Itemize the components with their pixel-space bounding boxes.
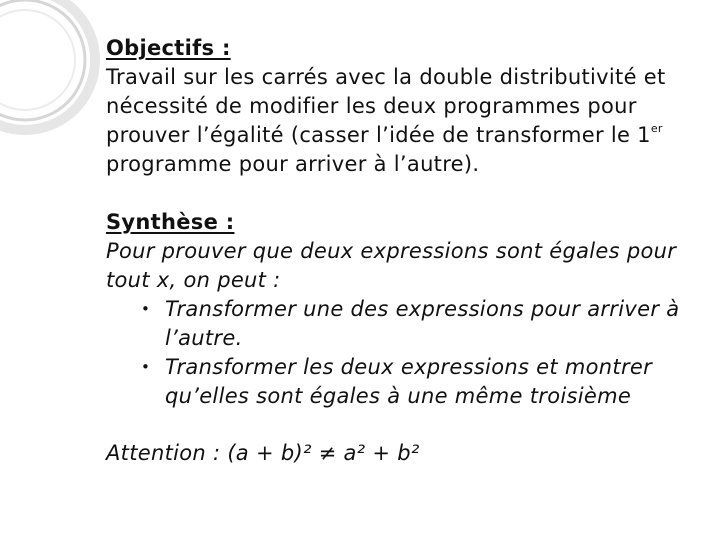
decor-circle-outer: [0, 0, 95, 130]
decor-circle-ring: [0, 10, 75, 110]
decor-circle-inner: [0, 0, 85, 120]
bullet-text: Transformer une des expressions pour arriver à l’autre.: [165, 297, 680, 350]
synthese-bullet-item: [128, 353, 706, 411]
slide-content: [106, 34, 706, 468]
synthese-bullet-list: [106, 295, 706, 411]
synthese-bullet-item: [128, 295, 706, 353]
bullet-text: Transformer les deux expressions et montrer qu’elles sont égales à une même troisième: [165, 355, 653, 408]
bullet-icon: •: [141, 300, 151, 318]
ordinal-superscript: er: [650, 122, 663, 135]
bullet-icon: •: [141, 358, 151, 376]
objectifs-text: [106, 63, 706, 179]
decorative-circles: [0, 0, 110, 220]
synthese-heading: Synthèse :: [106, 210, 235, 234]
objectifs-heading: Objectifs :: [106, 36, 231, 60]
objectifs-text-part1: Travail sur les carrés avec la double distributivité et nécessité de modifier les deux programmes pour prouver l’égalité (casser l’idée de transformer le 1: [106, 65, 666, 147]
objectifs-text-part2: programme pour arriver à l’autre).: [106, 152, 480, 176]
attention-note: Attention : (a + b)² ≠ a² + b²: [106, 441, 420, 465]
synthese-intro: Pour prouver que deux expressions sont égales pour tout x, on peut :: [106, 239, 677, 292]
